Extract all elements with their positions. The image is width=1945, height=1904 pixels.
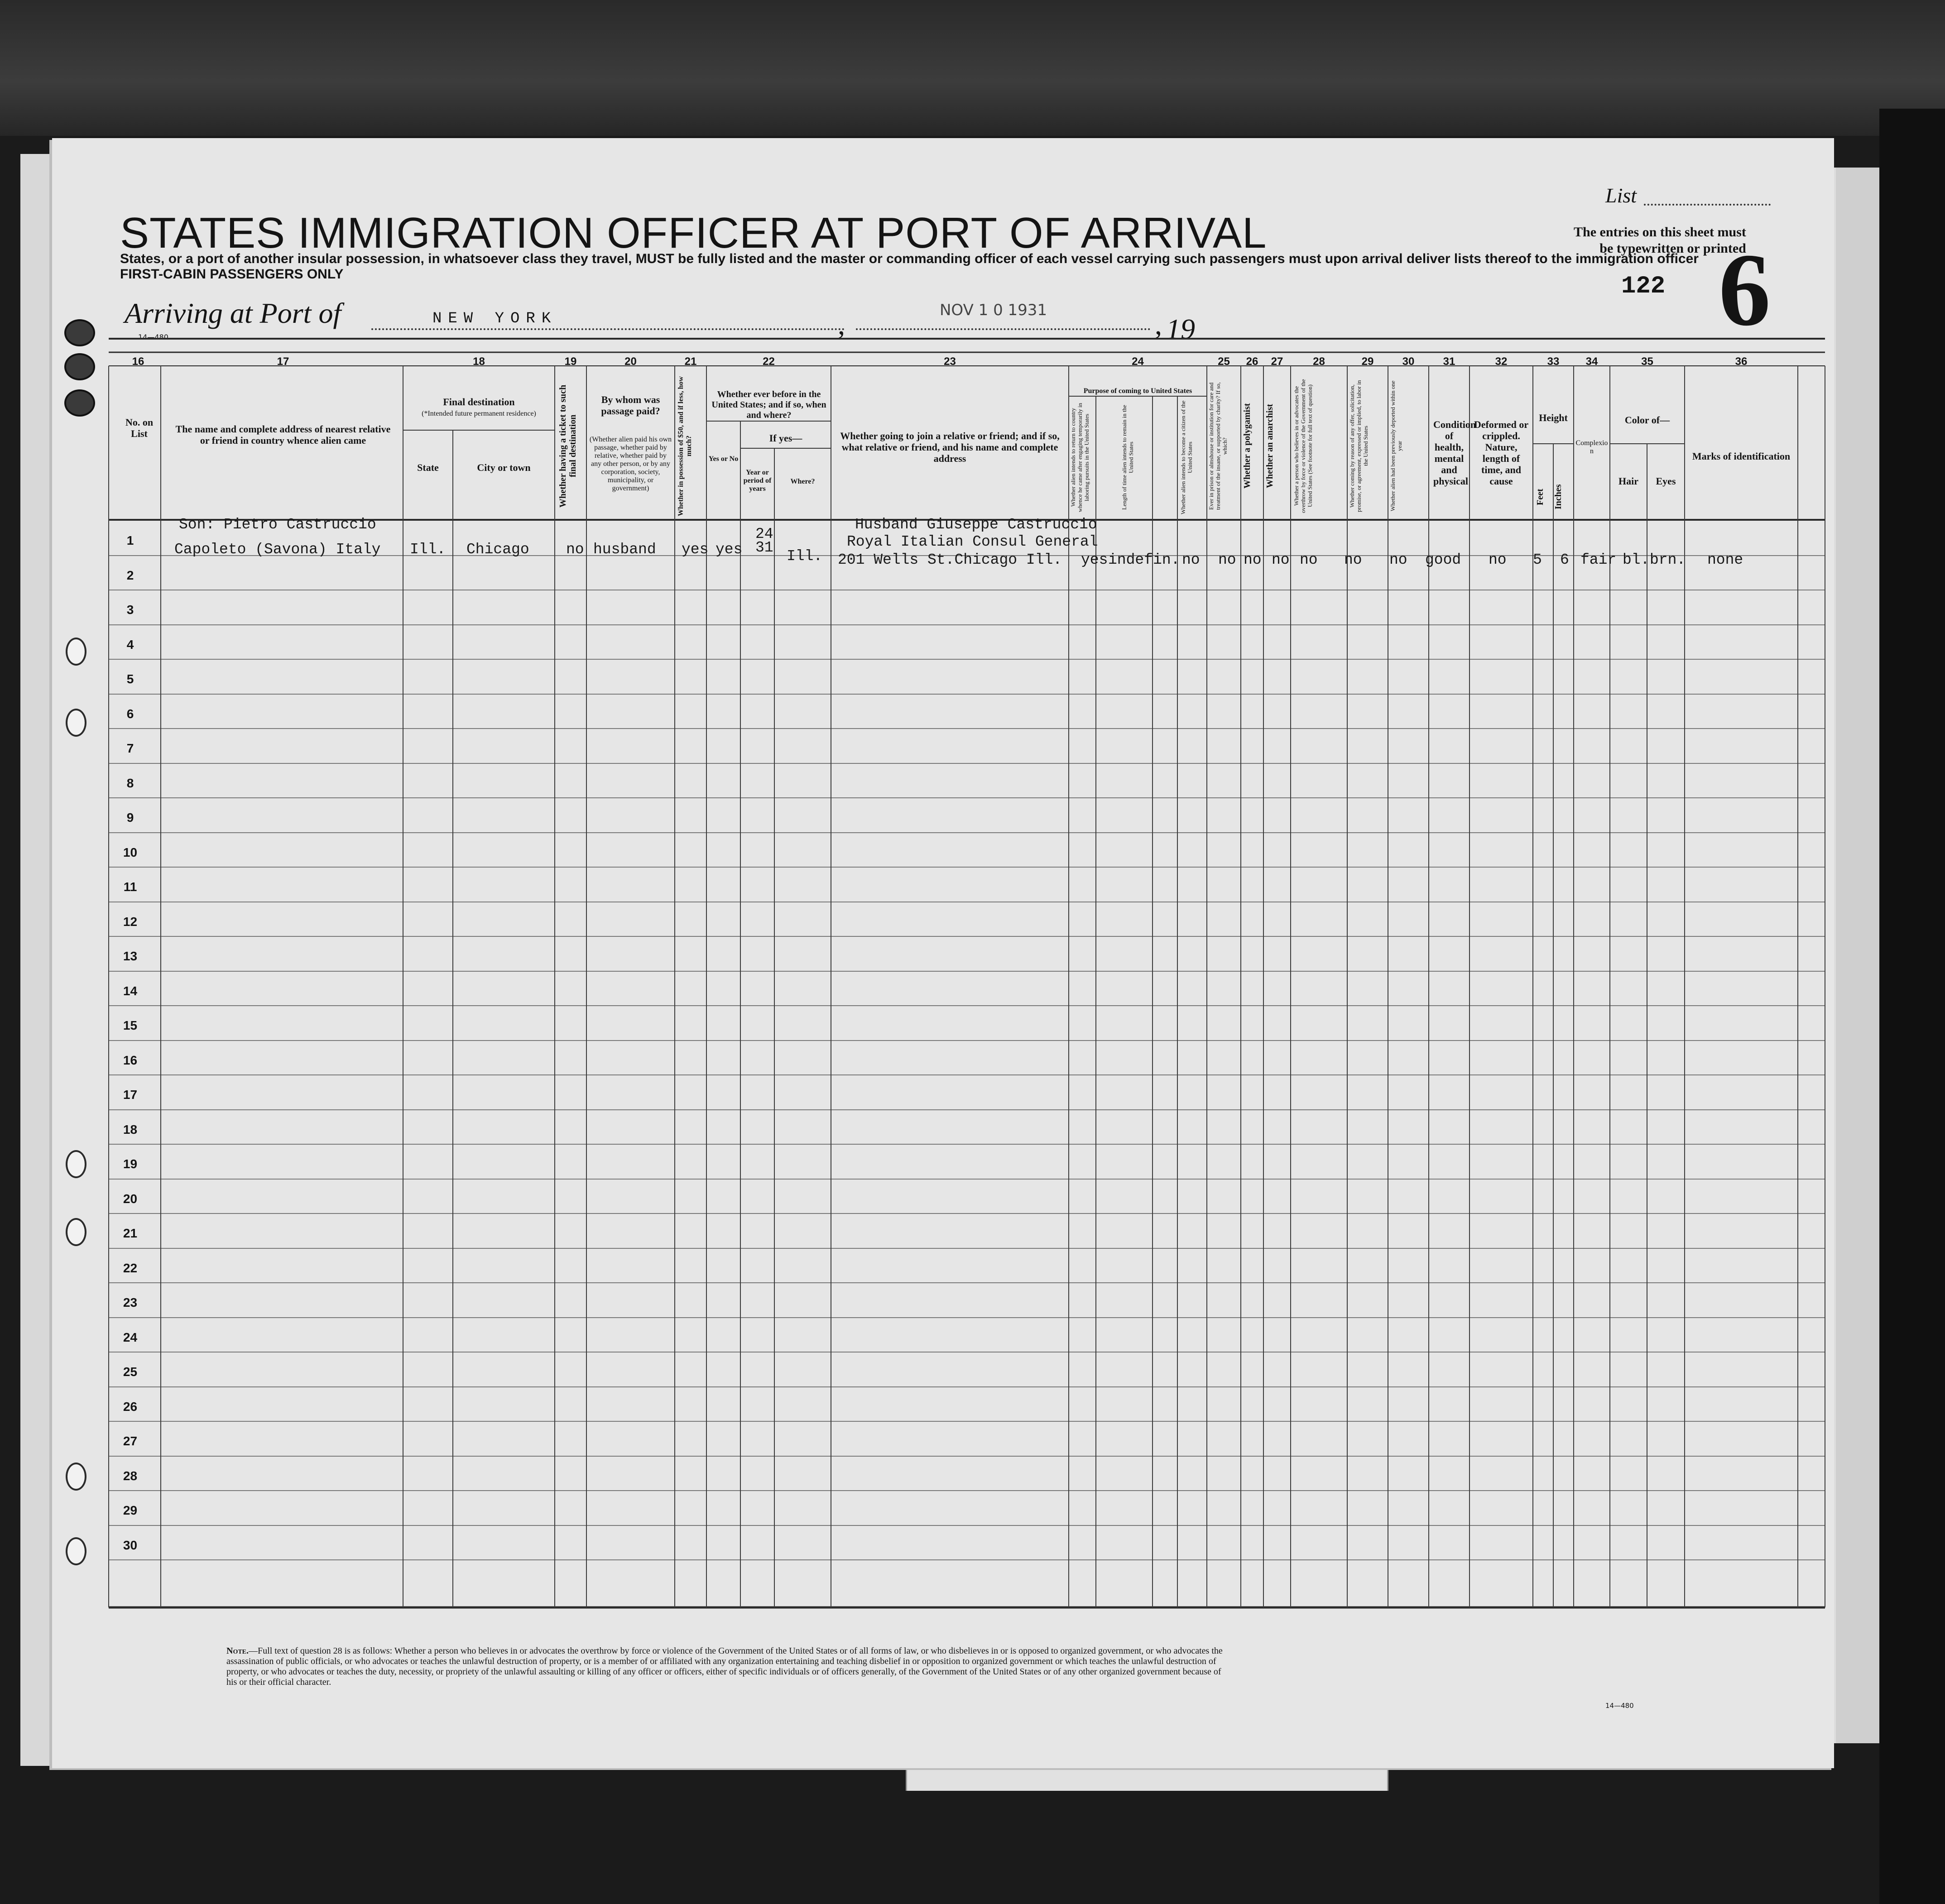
row-number: 10 [123,845,138,859]
comma: , [838,308,845,341]
column-number: 28 [1313,355,1325,368]
row-number: 5 [126,672,134,686]
row-number: 22 [123,1261,138,1275]
row-number: 29 [123,1503,138,1517]
header-inches: Inches [1553,484,1563,510]
arriving-label: Arriving at Port of [125,297,341,329]
joining-line: Royal Italian Consul General [847,533,1098,550]
relative-address: Capoleto (Savona) Italy [174,541,381,558]
page-title: STATES IMMIGRATION OFFICER AT PORT OF ARRIVAL [120,209,1267,257]
header-hair: Hair [1618,475,1638,487]
row-number: 6 [126,707,134,721]
list-label: List [1605,184,1637,207]
row-number: 9 [126,811,134,825]
column-number: 21 [684,355,697,368]
column-number: 32 [1495,355,1508,368]
column-number: 20 [624,355,637,368]
column-number: 19 [564,355,577,368]
possession-50-value: yes [682,541,709,558]
hair-value: bl. [1623,552,1650,568]
subtitle-line: States, or a port of another insular possession, in whatsoever class they travel, MUST be fully listed and the master or commanding officer of each vessel carrying such passengers must upon arrival deliver lists thereof to the immigration officer [120,251,1699,266]
row-number: 25 [123,1365,138,1379]
contract-labor-value: no [1344,552,1362,568]
years-value: 24 31 [755,526,773,556]
row-number: 21 [123,1226,138,1240]
row-number: 23 [123,1295,138,1309]
column-number: 31 [1443,355,1455,368]
header-passage-paid: By whom was passage paid? [601,394,660,417]
header-final-destination-note: (*Intended future permanent residence) [422,410,536,417]
row-number: 2 [126,568,134,582]
row-number: 4 [126,638,134,652]
deported-value: no [1389,552,1407,568]
feet-value: 5 [1533,552,1542,568]
header-eyes: Eyes [1656,475,1676,487]
polygamist-value: no [1244,552,1262,568]
header-yes-no: Yes or No [708,455,739,463]
column-number: 25 [1218,355,1230,368]
column-number: 23 [944,355,956,368]
header-no-on-list: No. on List [125,417,154,439]
row-number: 12 [123,915,138,929]
header-passage-paid-note: (Whether alien paid his own passage, whether paid by relative, whether paid by any other person, or by any corporation, society, municipality, or government) [589,436,672,492]
row-number: 24 [123,1330,138,1344]
header-city: City or town [477,462,531,473]
column-number: 27 [1271,355,1283,368]
passage-paid-value: husband [593,541,656,558]
dest-state: Ill. [410,541,446,558]
ticket-value: no [566,541,584,558]
joining-line: Husband Giuseppe Castruccio [855,516,1097,533]
entries-note-line: be typewritten or printed [1599,241,1746,256]
column-number: 35 [1641,355,1653,368]
column-number: 30 [1402,355,1415,368]
column-number: 34 [1585,355,1598,368]
header-deported: Whether alien had been previously deported within one year [1389,380,1403,512]
row-number: 1 [126,533,134,547]
header-height: Height [1539,412,1568,423]
sheet-number: 6 [1719,232,1771,347]
row-number: 27 [123,1434,138,1448]
entries-note-line: The entries on this sheet must [1574,225,1746,240]
header-purpose-citizen: Whether alien intends to become a citizen of the United States [1180,400,1193,514]
prison-value: no [1218,552,1236,568]
header-complexion: Complexion [1575,439,1608,455]
column-number: 22 [763,355,775,368]
header-possession-50: Whether in possession of $50, and if less, how much? [677,376,693,516]
column-number: 26 [1246,355,1258,368]
header-color-of: Color of— [1624,414,1670,426]
relative-name: Son: Pietro Castruccio [179,516,376,533]
header-state: State [417,462,439,473]
row-number: 18 [123,1122,138,1137]
footnote-label: Note. [226,1646,249,1656]
form-number-bottom: 14—480 [1605,1702,1634,1710]
row-number: 11 [123,880,137,894]
marks-value: none [1707,552,1743,568]
footnote-question-28 [226,1646,1223,1688]
row-number: 17 [123,1088,138,1102]
where-value: Ill. [787,548,823,565]
row-number: 16 [123,1053,138,1067]
header-joining-relative: Whether going to join a relative or friend; and if so, what relative or friend, and his name and complete address [840,430,1060,464]
header-prison: Ever in prison or almshouse or institution for care and treatment of the insane, or supported by charity? If so, which? [1208,382,1228,510]
column-number: 29 [1361,355,1374,368]
row-number: 14 [123,984,138,998]
column-number: 18 [473,355,485,368]
ever-before-value: yes [716,541,743,558]
inches-value: 6 [1560,552,1569,568]
row-number: 8 [126,776,134,790]
header-question-28: Whether a person who believes in or advocates the overthrow by force or violence of the Government of the United States (See footnote for full text of question) [1293,379,1313,513]
header-purpose-length: Length of time alien intends to remain in the United States [1121,405,1134,510]
row-number: 13 [123,949,138,963]
column-number: 17 [277,355,289,368]
list-number: 122 [1621,273,1666,300]
row-number: 7 [126,741,134,755]
header-purpose-return: Whether alien intends to return to country whence he came after engaging temporarily in laboring pursuits in the United States [1070,403,1090,512]
row-number: 26 [123,1400,138,1414]
row-number: 3 [126,603,134,617]
port-value: NEW YORK [432,310,557,327]
subtitle-line: FIRST-CABIN PASSENGERS ONLY [120,267,344,282]
column-number: 33 [1547,355,1560,368]
header-if-yes: If yes— [769,432,802,444]
citizen-value: no [1182,552,1200,568]
row-number: 19 [123,1157,138,1171]
row-number: 30 [123,1538,138,1552]
joining-line: 201 Wells St.Chicago Ill. [838,552,1062,568]
header-health: Condition of health, mental and physical [1433,419,1476,487]
header-contract-labor: Whether coming by reason of any offer, solicitation, promise, or agreement, expressed or implied, to labor in the United States [1349,380,1369,512]
header-ever-before: Whether ever before in the United States; and if so, when and where? [711,389,826,420]
header-final-destination: Final destination [443,396,515,408]
deformed-value: no [1489,552,1507,568]
header-where: Where? [790,478,815,485]
q28-value: no [1300,552,1318,568]
date-stamp: NOV 1 0 1931 [940,301,1047,319]
row-number: 20 [123,1192,138,1206]
return-intent-value: yes [1081,552,1108,568]
footnote-text: —Full text of question 28 is as follows: Whether a person who believes in or advocates the overthrow by force or violence of the Government of the United States or of all forms of law, or who disbelieves in or is opposed to organized government, or who advocates the assassination of public officials, or who advocates or teaches the unlawful destruction of property, or is a member of or affiliated with any organization entertaining and teaching disbelief in or opposition to organized government or which teaches the unlawful destruction of property, or who advocates or teaches the duty, necessity, or propriety of the unlawful assaulting or killing of any officer or officers, either of specific individuals or of officers generally, of the Government of the United States or of any other organized government because of his or their official character. [226,1646,1223,1687]
header-marks: Marks of identification [1692,451,1791,462]
header-purpose: Purpose of coming to United States [1083,387,1192,395]
header-year-period: Year or period of years [743,469,772,493]
row-number: 15 [123,1018,138,1032]
header-anarchist: Whether an anarchist [1265,404,1275,488]
length-of-stay-value: indefin. [1108,552,1180,568]
column-number: 36 [1735,355,1748,368]
complexion-value: fair [1580,552,1617,568]
header-nearest-relative: The name and complete address of nearest relative or friend in country whence alien came [175,423,391,446]
eyes-value: brn. [1650,552,1686,568]
header-ticket: Whether having a ticket to such final destination [558,384,578,508]
year-prefix: 19 [1166,313,1195,345]
dest-city: Chicago [466,541,529,558]
header-deformed: Deformed or crippled. Nature, length of time, and cause [1474,419,1529,487]
column-number: 16 [132,355,144,368]
column-number: 24 [1132,355,1144,368]
anarchist-value: no [1272,552,1290,568]
health-value: good [1425,552,1461,568]
row-number: 28 [123,1469,138,1483]
form-number-top: 14—480 [138,333,168,341]
header-polygamist: Whether a polygamist [1242,403,1252,489]
comma: , [1155,308,1162,341]
header-feet: Feet [1535,489,1545,505]
